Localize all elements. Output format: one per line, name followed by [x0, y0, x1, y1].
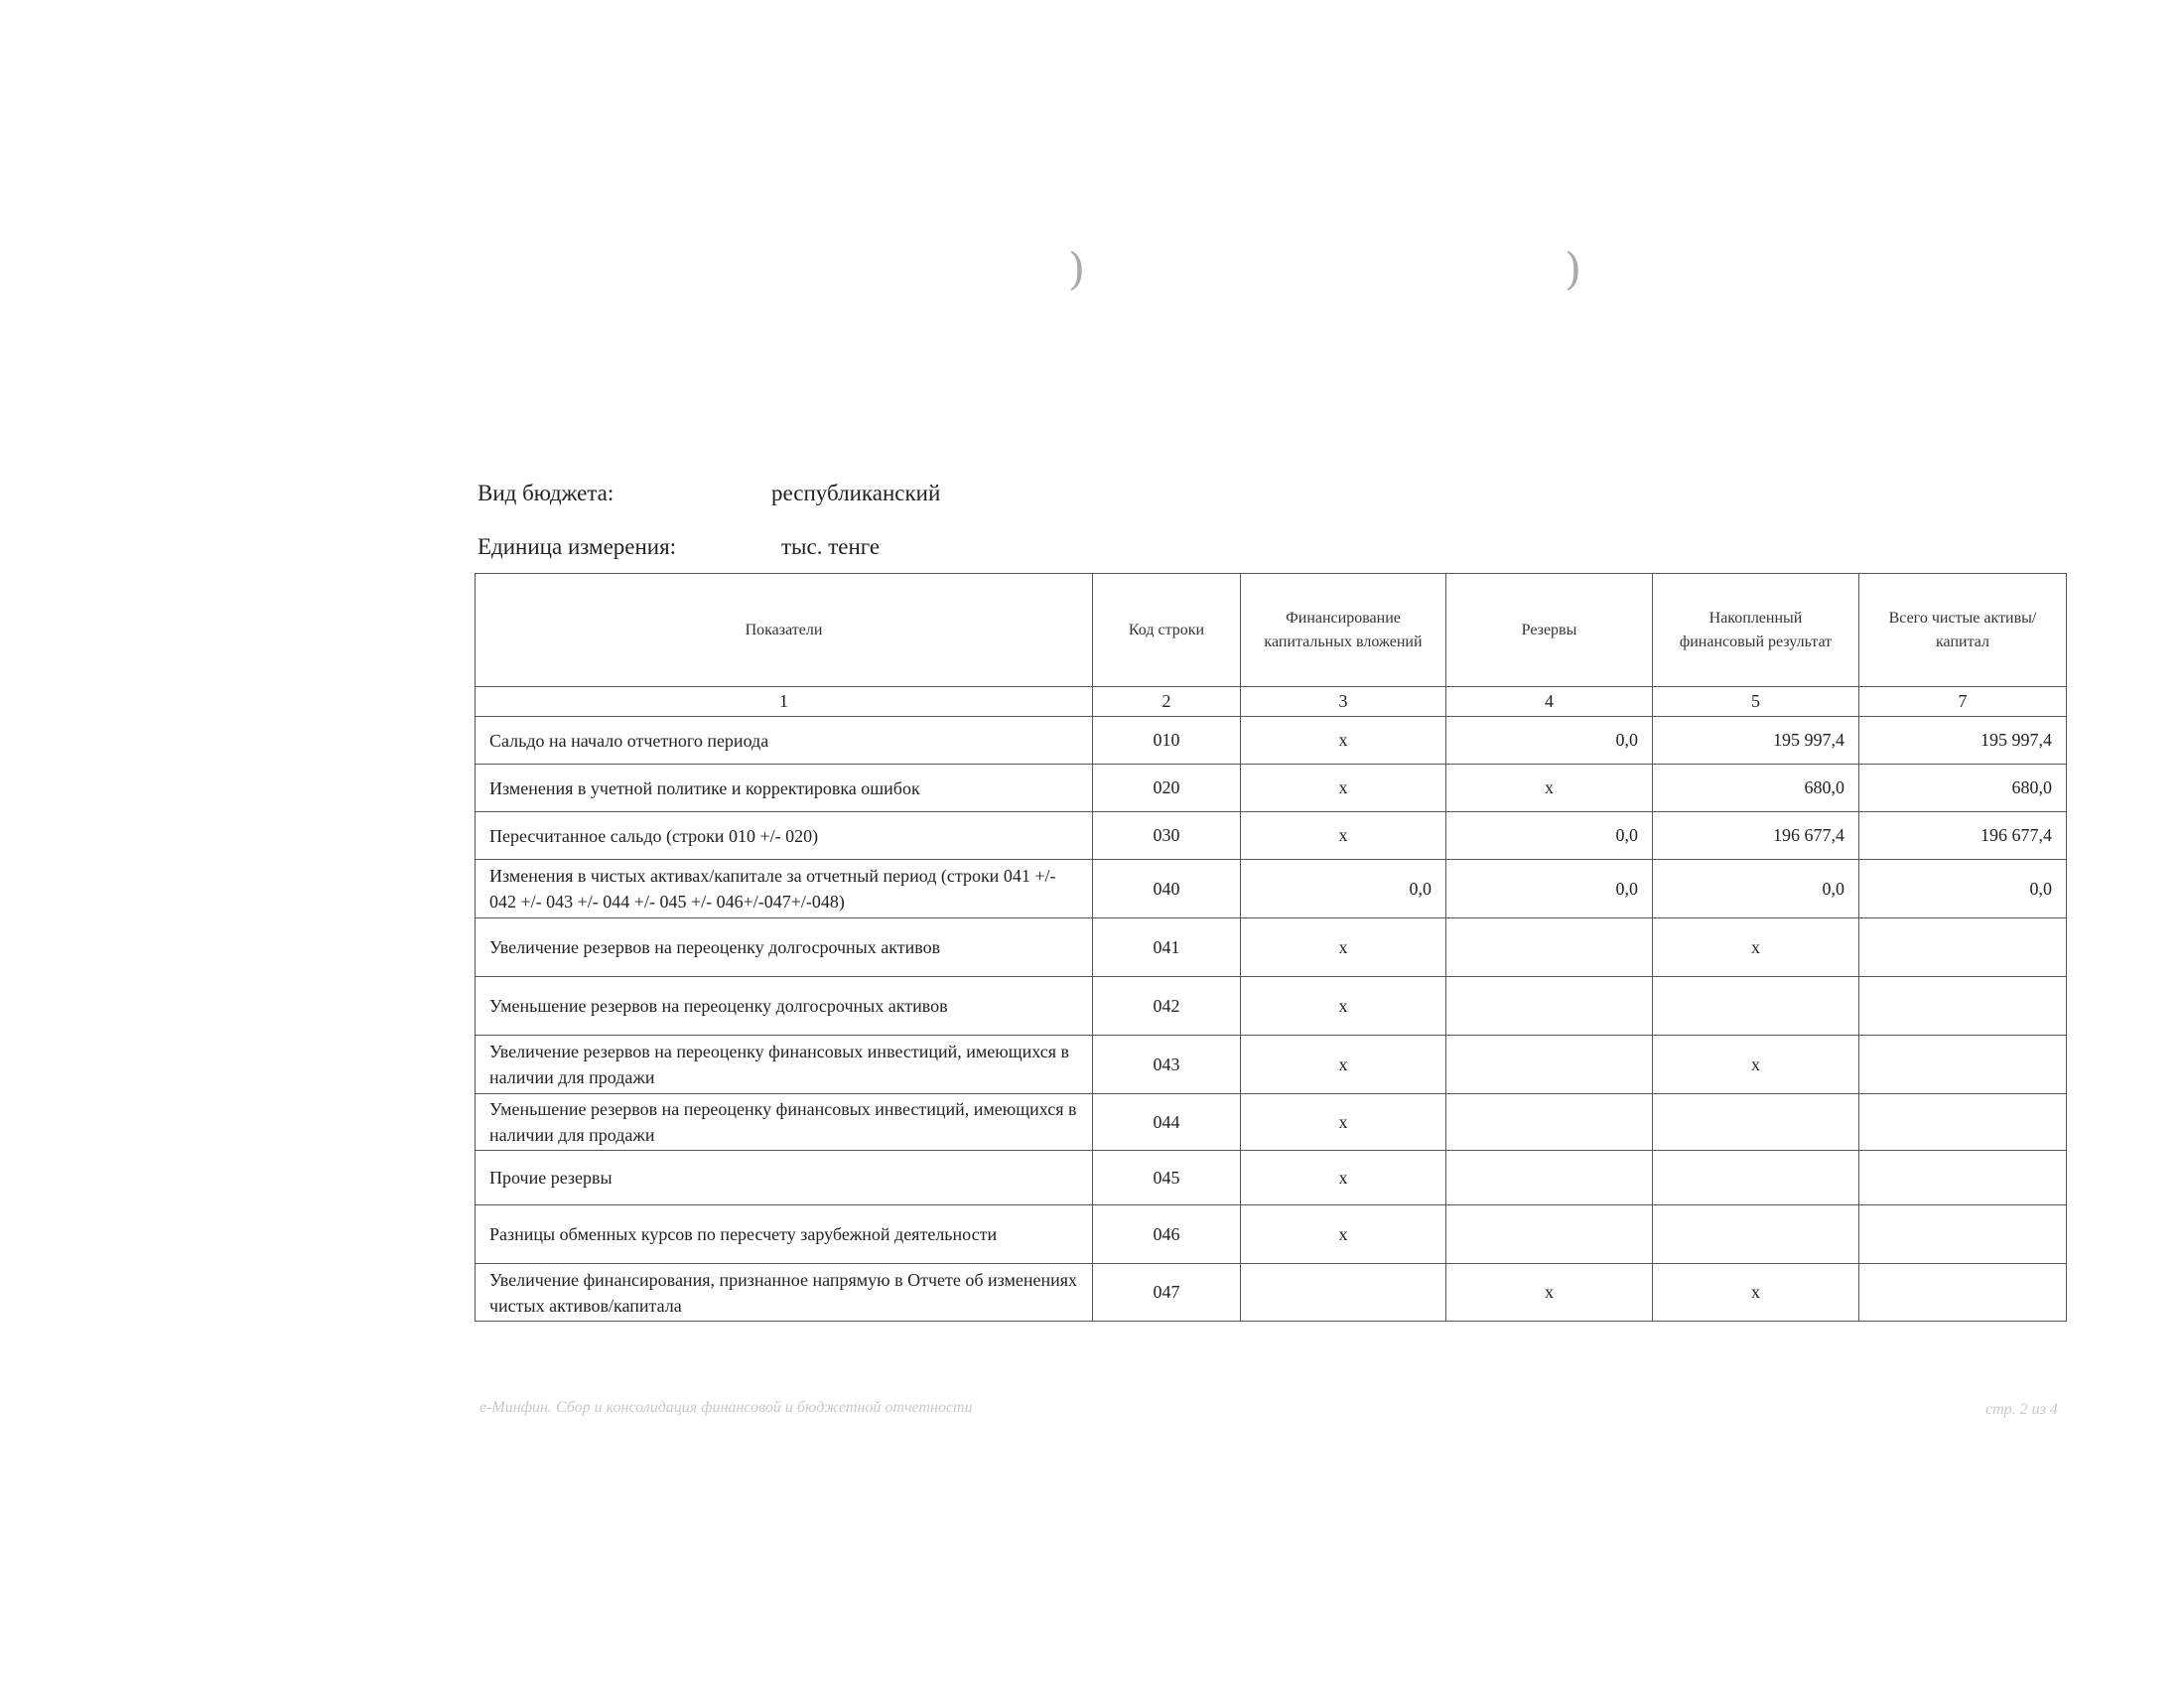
cell-reserves — [1446, 1151, 1653, 1205]
column-header: Финансирование капитальных вложений — [1241, 574, 1446, 687]
cell-accumulated-result — [1653, 977, 1859, 1036]
column-header: Резервы — [1446, 574, 1653, 687]
column-number: 7 — [1859, 687, 2067, 717]
table-row — [476, 812, 2067, 860]
cell-total-net-assets — [1859, 977, 2067, 1036]
cell-total-net-assets — [1859, 1264, 2067, 1322]
column-header: Всего чистые активы/ капитал — [1859, 574, 2067, 687]
table-row — [476, 1151, 2067, 1205]
row-label: Изменения в учетной политике и корректировка ошибок — [476, 765, 1093, 812]
cell-capital-financing: x — [1241, 1151, 1446, 1205]
table-row — [476, 977, 2067, 1036]
column-number: 1 — [476, 687, 1093, 717]
cell-capital-financing — [1241, 1264, 1446, 1322]
cell-total-net-assets — [1859, 1151, 2067, 1205]
cell-reserves — [1446, 1094, 1653, 1151]
cell-reserves: 0,0 — [1446, 812, 1653, 860]
unit-label: Единица измерения: — [478, 534, 677, 559]
row-code: 041 — [1093, 918, 1241, 977]
cell-total-net-assets: 196 677,4 — [1859, 812, 2067, 860]
cell-reserves — [1446, 977, 1653, 1036]
row-label: Изменения в чистых активах/капитале за отчетный период (строки 041 +/- 042 +/- 043 +/- 044 +/- 045 +/- 046+/-047+/-048) — [476, 860, 1093, 918]
row-code: 042 — [1093, 977, 1241, 1036]
column-header: Код строки — [1093, 574, 1241, 687]
row-label: Пересчитанное сальдо (строки 010 +/- 020) — [476, 812, 1093, 860]
cell-capital-financing: x — [1241, 1205, 1446, 1264]
row-code: 040 — [1093, 860, 1241, 918]
row-label: Уменьшение резервов на переоценку долгосрочных активов — [476, 977, 1093, 1036]
cell-capital-financing: x — [1241, 812, 1446, 860]
table-header-row — [476, 574, 2067, 687]
cell-total-net-assets — [1859, 1205, 2067, 1264]
row-code: 047 — [1093, 1264, 1241, 1322]
table-row — [476, 717, 2067, 765]
cell-reserves: x — [1446, 1264, 1653, 1322]
row-label: Прочие резервы — [476, 1151, 1093, 1205]
cell-total-net-assets: 0,0 — [1859, 860, 2067, 918]
cell-accumulated-result: 195 997,4 — [1653, 717, 1859, 765]
row-label: Сальдо на начало отчетного периода — [476, 717, 1093, 765]
cell-accumulated-result — [1653, 1205, 1859, 1264]
row-code: 043 — [1093, 1036, 1241, 1094]
row-label: Уменьшение резервов на переоценку финансовых инвестиций, имеющихся в наличии для продажи — [476, 1094, 1093, 1151]
cell-capital-financing: x — [1241, 765, 1446, 812]
table-row — [476, 860, 2067, 918]
cell-reserves — [1446, 1205, 1653, 1264]
cell-accumulated-result: 196 677,4 — [1653, 812, 1859, 860]
table-row — [476, 1036, 2067, 1094]
column-number: 5 — [1653, 687, 1859, 717]
faint-bracket-mark: ) — [1565, 244, 1582, 295]
cell-accumulated-result: x — [1653, 918, 1859, 977]
column-header: Накопленный финансовый результат — [1653, 574, 1859, 687]
cell-capital-financing: x — [1241, 1094, 1446, 1151]
unit-value: тыс. тенге — [781, 534, 881, 559]
table-row — [476, 765, 2067, 812]
column-header: Показатели — [476, 574, 1093, 687]
table-row — [476, 918, 2067, 977]
footer-system-name: е-Минфин. Сбор и консолидация финансовой и бюджетной отчетности — [479, 1399, 973, 1416]
budget-type-label: Вид бюджета: — [478, 481, 614, 505]
cell-reserves — [1446, 918, 1653, 977]
cell-total-net-assets: 195 997,4 — [1859, 717, 2067, 765]
column-number: 4 — [1446, 687, 1653, 717]
cell-reserves: x — [1446, 765, 1653, 812]
cell-accumulated-result: 680,0 — [1653, 765, 1859, 812]
row-code: 046 — [1093, 1205, 1241, 1264]
row-label: Увеличение резервов на переоценку финансовых инвестиций, имеющихся в наличии для продажи — [476, 1036, 1093, 1094]
row-label: Разницы обменных курсов по пересчету зарубежной деятельности — [476, 1205, 1093, 1264]
row-code: 045 — [1093, 1151, 1241, 1205]
column-number: 2 — [1093, 687, 1241, 717]
cell-capital-financing: 0,0 — [1241, 860, 1446, 918]
row-code: 010 — [1093, 717, 1241, 765]
row-label: Увеличение резервов на переоценку долгосрочных активов — [476, 918, 1093, 977]
cell-capital-financing: x — [1241, 977, 1446, 1036]
column-number-row — [476, 687, 2067, 717]
cell-accumulated-result — [1653, 1151, 1859, 1205]
footer-page-number: стр. 2 из 4 — [1985, 1401, 2058, 1418]
table-row — [476, 1094, 2067, 1151]
cell-capital-financing: x — [1241, 1036, 1446, 1094]
net-assets-changes-table — [475, 573, 2067, 1322]
cell-capital-financing: x — [1241, 717, 1446, 765]
table-row — [476, 1205, 2067, 1264]
cell-reserves — [1446, 1036, 1653, 1094]
row-label: Увеличение финансирования, признанное напрямую в Отчете об изменениях чистых активов/капитала — [476, 1264, 1093, 1322]
table-row — [476, 1264, 2067, 1322]
cell-total-net-assets — [1859, 918, 2067, 977]
cell-accumulated-result: 0,0 — [1653, 860, 1859, 918]
cell-accumulated-result — [1653, 1094, 1859, 1151]
cell-total-net-assets — [1859, 1094, 2067, 1151]
budget-type-value: республиканский — [771, 481, 941, 505]
row-code: 030 — [1093, 812, 1241, 860]
cell-total-net-assets — [1859, 1036, 2067, 1094]
cell-accumulated-result: x — [1653, 1264, 1859, 1322]
cell-accumulated-result: x — [1653, 1036, 1859, 1094]
cell-capital-financing: x — [1241, 918, 1446, 977]
cell-total-net-assets: 680,0 — [1859, 765, 2067, 812]
cell-reserves: 0,0 — [1446, 717, 1653, 765]
cell-reserves: 0,0 — [1446, 860, 1653, 918]
row-code: 020 — [1093, 765, 1241, 812]
column-number: 3 — [1241, 687, 1446, 717]
faint-bracket-mark: ) — [1068, 244, 1086, 295]
row-code: 044 — [1093, 1094, 1241, 1151]
